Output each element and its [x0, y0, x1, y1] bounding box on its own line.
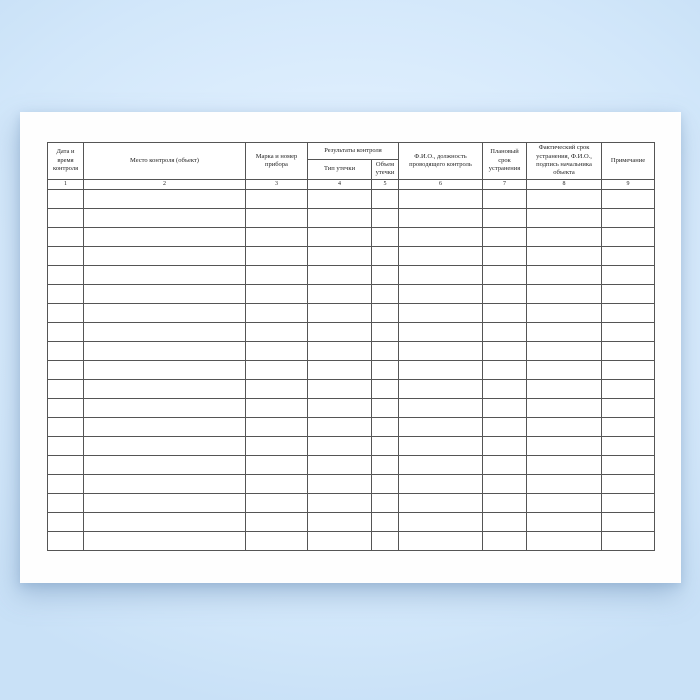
empty-cell	[372, 436, 399, 455]
empty-cell	[483, 493, 527, 512]
empty-cell	[48, 265, 84, 284]
empty-cell	[602, 455, 655, 474]
empty-cell	[602, 284, 655, 303]
empty-cell	[602, 379, 655, 398]
empty-cell	[84, 341, 246, 360]
empty-cell	[246, 531, 308, 550]
empty-cell	[399, 322, 483, 341]
empty-cell	[246, 493, 308, 512]
empty-cell	[372, 474, 399, 493]
empty-cell	[372, 303, 399, 322]
empty-cell	[246, 284, 308, 303]
empty-cell	[308, 493, 372, 512]
empty-cell	[399, 208, 483, 227]
empty-cell	[527, 398, 602, 417]
table-row	[48, 208, 655, 227]
table-row	[48, 417, 655, 436]
empty-cell	[399, 436, 483, 455]
empty-cell	[602, 417, 655, 436]
empty-cell	[246, 398, 308, 417]
header-note: Примечание	[602, 143, 655, 180]
column-number-cell: 3	[246, 179, 308, 189]
empty-cell	[527, 493, 602, 512]
empty-cell	[308, 284, 372, 303]
empty-cell	[246, 265, 308, 284]
empty-cell	[602, 398, 655, 417]
empty-cell	[602, 474, 655, 493]
empty-cell	[48, 531, 84, 550]
empty-cell	[48, 360, 84, 379]
empty-cell	[602, 493, 655, 512]
empty-cell	[483, 265, 527, 284]
document-page	[20, 112, 681, 583]
empty-cell	[372, 360, 399, 379]
empty-cell	[48, 379, 84, 398]
empty-cell	[602, 189, 655, 208]
empty-cell	[308, 398, 372, 417]
empty-cell	[308, 208, 372, 227]
empty-cell	[602, 246, 655, 265]
empty-cell	[48, 341, 84, 360]
empty-cell	[372, 379, 399, 398]
empty-cell	[602, 531, 655, 550]
empty-cell	[372, 531, 399, 550]
column-number-cell: 2	[84, 179, 246, 189]
empty-cell	[483, 189, 527, 208]
empty-cell	[602, 436, 655, 455]
table-row	[48, 436, 655, 455]
empty-cell	[372, 265, 399, 284]
column-number-cell: 1	[48, 179, 84, 189]
empty-cell	[483, 436, 527, 455]
empty-cell	[527, 208, 602, 227]
empty-cell	[84, 379, 246, 398]
empty-cell	[602, 208, 655, 227]
empty-cell	[308, 531, 372, 550]
table-row	[48, 322, 655, 341]
empty-cell	[399, 227, 483, 246]
empty-cell	[483, 208, 527, 227]
empty-cell	[483, 284, 527, 303]
empty-cell	[84, 284, 246, 303]
empty-cell	[308, 360, 372, 379]
empty-cell	[48, 284, 84, 303]
empty-cell	[48, 208, 84, 227]
empty-cell	[602, 322, 655, 341]
empty-cell	[527, 284, 602, 303]
empty-cell	[84, 455, 246, 474]
header-inspector: Ф.И.О., должность проводящего контроль	[399, 143, 483, 180]
header-results-group: Результаты контроля	[308, 143, 399, 160]
empty-cell	[84, 303, 246, 322]
empty-cell	[399, 265, 483, 284]
empty-cell	[84, 360, 246, 379]
empty-cell	[527, 531, 602, 550]
empty-cell	[308, 189, 372, 208]
empty-cell	[308, 379, 372, 398]
empty-cell	[308, 246, 372, 265]
empty-cell	[84, 436, 246, 455]
empty-cell	[527, 189, 602, 208]
empty-cell	[372, 227, 399, 246]
empty-cell	[399, 303, 483, 322]
column-number-cell: 4	[308, 179, 372, 189]
empty-cell	[246, 208, 308, 227]
empty-cell	[246, 417, 308, 436]
empty-cell	[399, 512, 483, 531]
empty-cell	[84, 474, 246, 493]
header-device: Марка и номер прибора	[246, 143, 308, 180]
empty-cell	[602, 360, 655, 379]
empty-cell	[527, 512, 602, 531]
table-row	[48, 246, 655, 265]
empty-cell	[372, 493, 399, 512]
header-leak-type: Тип утечки	[308, 160, 372, 180]
empty-cell	[527, 379, 602, 398]
empty-cell	[84, 246, 246, 265]
empty-cell	[372, 512, 399, 531]
empty-cell	[308, 303, 372, 322]
header-date-time: Дата и время контроля	[48, 143, 84, 180]
table-row	[48, 531, 655, 550]
empty-cell	[372, 417, 399, 436]
column-numbers-row	[48, 179, 655, 189]
empty-cell	[372, 208, 399, 227]
empty-cell	[84, 227, 246, 246]
empty-cell	[308, 512, 372, 531]
empty-cell	[483, 360, 527, 379]
empty-cell	[399, 474, 483, 493]
empty-cell	[399, 531, 483, 550]
header-actual-term: Фактический срок устранения, Ф.И.О., подпись начальника объекта	[527, 143, 602, 180]
empty-cell	[527, 417, 602, 436]
empty-cell	[84, 322, 246, 341]
empty-cell	[527, 227, 602, 246]
empty-cell	[308, 322, 372, 341]
empty-cell	[399, 284, 483, 303]
table-row	[48, 493, 655, 512]
empty-cell	[48, 246, 84, 265]
empty-cell	[602, 303, 655, 322]
empty-cell	[48, 417, 84, 436]
empty-cell	[48, 493, 84, 512]
table-row	[48, 474, 655, 493]
empty-cell	[308, 436, 372, 455]
empty-cell	[48, 189, 84, 208]
empty-cell	[527, 303, 602, 322]
empty-cell	[602, 341, 655, 360]
empty-cell	[246, 322, 308, 341]
table-row	[48, 512, 655, 531]
column-number-cell: 8	[527, 179, 602, 189]
column-number-cell: 6	[399, 179, 483, 189]
empty-cell	[399, 246, 483, 265]
empty-cell	[399, 379, 483, 398]
table-row	[48, 189, 655, 208]
empty-cell	[308, 455, 372, 474]
empty-cell	[527, 246, 602, 265]
empty-cell	[372, 341, 399, 360]
empty-cell	[48, 303, 84, 322]
empty-cell	[84, 493, 246, 512]
empty-cell	[48, 455, 84, 474]
empty-cell	[483, 246, 527, 265]
empty-cell	[483, 417, 527, 436]
empty-cell	[372, 398, 399, 417]
control-log-table	[47, 142, 655, 551]
empty-cell	[84, 512, 246, 531]
empty-cell	[246, 474, 308, 493]
empty-cell	[84, 189, 246, 208]
header-place: Место контроля (объект)	[84, 143, 246, 180]
empty-cell	[246, 246, 308, 265]
empty-cell	[527, 341, 602, 360]
column-number-cell: 9	[602, 179, 655, 189]
empty-cell	[84, 265, 246, 284]
empty-cell	[246, 436, 308, 455]
header-row-top	[48, 143, 655, 160]
column-number-cell: 5	[372, 179, 399, 189]
empty-cell	[483, 303, 527, 322]
empty-cell	[399, 360, 483, 379]
empty-cell	[246, 455, 308, 474]
empty-cell	[602, 512, 655, 531]
empty-cell	[399, 189, 483, 208]
table-row	[48, 360, 655, 379]
table-row	[48, 455, 655, 474]
empty-cell	[527, 474, 602, 493]
empty-cell	[399, 493, 483, 512]
empty-cell	[48, 474, 84, 493]
empty-cell	[483, 227, 527, 246]
empty-cell	[372, 189, 399, 208]
empty-cell	[483, 474, 527, 493]
table-row	[48, 265, 655, 284]
empty-cell	[48, 512, 84, 531]
empty-cell	[84, 417, 246, 436]
empty-cell	[246, 303, 308, 322]
empty-cell	[372, 284, 399, 303]
empty-cell	[602, 227, 655, 246]
table-row	[48, 303, 655, 322]
empty-cell	[399, 398, 483, 417]
empty-cell	[527, 455, 602, 474]
empty-cell	[246, 189, 308, 208]
empty-cell	[527, 436, 602, 455]
empty-cell	[246, 512, 308, 531]
empty-cell	[246, 360, 308, 379]
empty-cell	[246, 341, 308, 360]
empty-cell	[246, 379, 308, 398]
empty-cell	[308, 227, 372, 246]
empty-cell	[483, 531, 527, 550]
empty-cell	[527, 360, 602, 379]
empty-cell	[527, 322, 602, 341]
empty-cell	[372, 322, 399, 341]
empty-cell	[246, 227, 308, 246]
empty-cell	[483, 341, 527, 360]
empty-cell	[84, 398, 246, 417]
empty-cell	[308, 265, 372, 284]
table-row	[48, 379, 655, 398]
column-number-cell: 7	[483, 179, 527, 189]
empty-cell	[48, 436, 84, 455]
empty-cell	[84, 531, 246, 550]
header-planned-term: Плановый срок устранения	[483, 143, 527, 180]
header-leak-volume: Объем утечки	[372, 160, 399, 180]
table-row	[48, 398, 655, 417]
empty-cell	[308, 341, 372, 360]
empty-cell	[372, 246, 399, 265]
empty-cell	[483, 322, 527, 341]
empty-cell	[48, 322, 84, 341]
empty-cell	[308, 417, 372, 436]
empty-cell	[399, 417, 483, 436]
table-row	[48, 284, 655, 303]
table-row	[48, 341, 655, 360]
empty-cell	[483, 398, 527, 417]
empty-cell	[399, 455, 483, 474]
empty-cell	[84, 208, 246, 227]
empty-cell	[308, 474, 372, 493]
empty-cell	[527, 265, 602, 284]
empty-cell	[399, 341, 483, 360]
empty-cell	[483, 379, 527, 398]
table-row	[48, 227, 655, 246]
empty-cell	[483, 455, 527, 474]
empty-cell	[602, 265, 655, 284]
empty-cell	[483, 512, 527, 531]
empty-cell	[48, 398, 84, 417]
empty-cell	[48, 227, 84, 246]
empty-cell	[372, 455, 399, 474]
